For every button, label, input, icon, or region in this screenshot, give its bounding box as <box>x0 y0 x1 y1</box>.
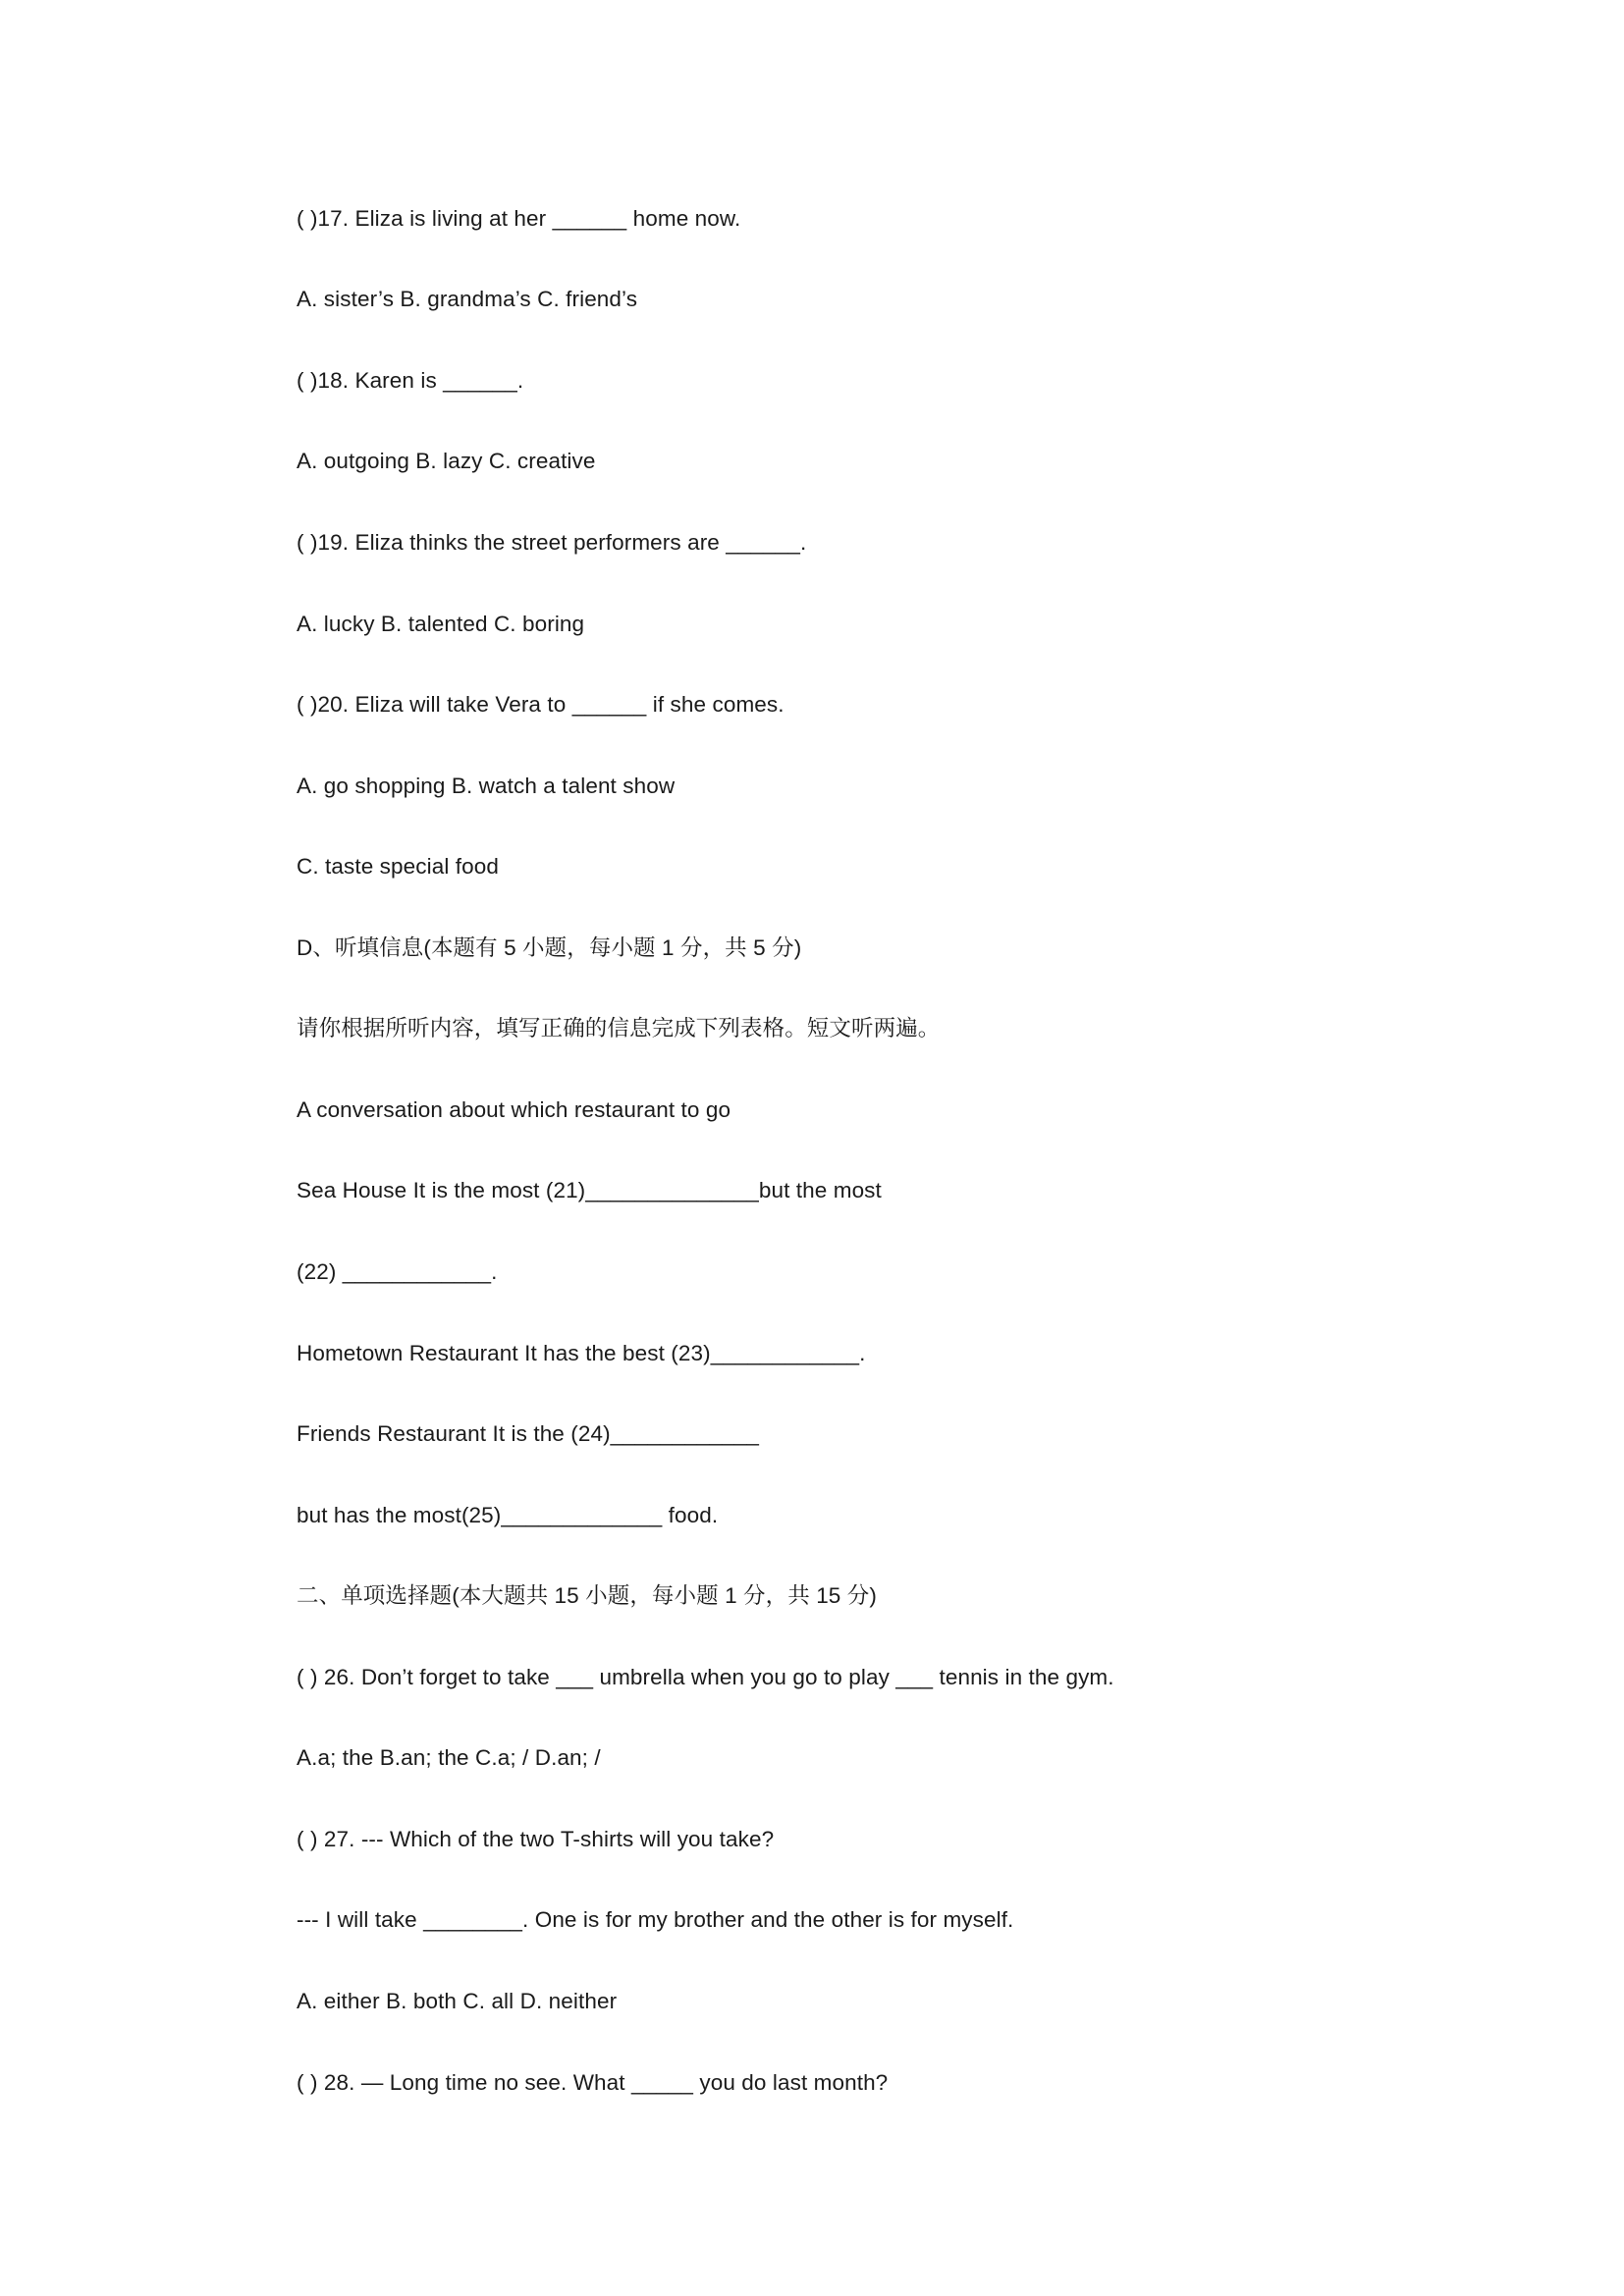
question-26: ( ) 26. Don’t forget to take ___ umbrella when you go to play ___ tennis in the gym. <box>297 1665 1114 1689</box>
section-d-heading: D、听填信息(本题有 5 小题，每小题 1 分，共 5 分) <box>297 935 802 960</box>
question-26-options: A.a; the B.an; the C.a; / D.an; / <box>297 1745 601 1770</box>
question-20: ( )20. Eliza will take Vera to ______ if she comes. <box>297 692 785 717</box>
section-d-instructions: 请你根据所听内容，填写正确的信息完成下列表格。短文听两遍。 <box>297 1016 941 1041</box>
question-19-options: A. lucky B. talented C. boring <box>297 612 585 636</box>
table-row-friends-cont: but has the most(25)_____________ food. <box>297 1503 719 1527</box>
table-row-friends: Friends Restaurant It is the (24)____________ <box>297 1421 760 1446</box>
table-title: A conversation about which restaurant to go <box>297 1097 731 1122</box>
question-27-options: A. either B. both C. all D. neither <box>297 1989 618 2013</box>
question-27: ( ) 27. --- Which of the two T-shirts will you take? <box>297 1827 775 1851</box>
question-28: ( ) 28. — Long time no see. What _____ you do last month? <box>297 2070 889 2095</box>
table-row-hometown: Hometown Restaurant It has the best (23)____________. <box>297 1341 866 1365</box>
question-17: ( )17. Eliza is living at her ______ home now. <box>297 206 741 231</box>
question-18: ( )18. Karen is ______. <box>297 368 524 393</box>
question-18-options: A. outgoing B. lazy C. creative <box>297 449 596 473</box>
question-17-options: A. sister’s B. grandma’s C. friend’s <box>297 287 638 311</box>
question-20-option-c: C. taste special food <box>297 854 499 879</box>
question-20-options-ab: A. go shopping B. watch a talent show <box>297 774 676 798</box>
table-row-sea-house-cont: (22) ____________. <box>297 1259 498 1284</box>
question-27-answer-line: --- I will take ________. One is for my brother and the other is for myself. <box>297 1907 1014 1932</box>
table-row-sea-house: Sea House It is the most (21)______________but the most <box>297 1178 882 1202</box>
question-19: ( )19. Eliza thinks the street performers are ______. <box>297 530 807 555</box>
section-2-heading: 二、单项选择题(本大题共 15 小题，每小题 1 分，共 15 分) <box>297 1583 877 1608</box>
